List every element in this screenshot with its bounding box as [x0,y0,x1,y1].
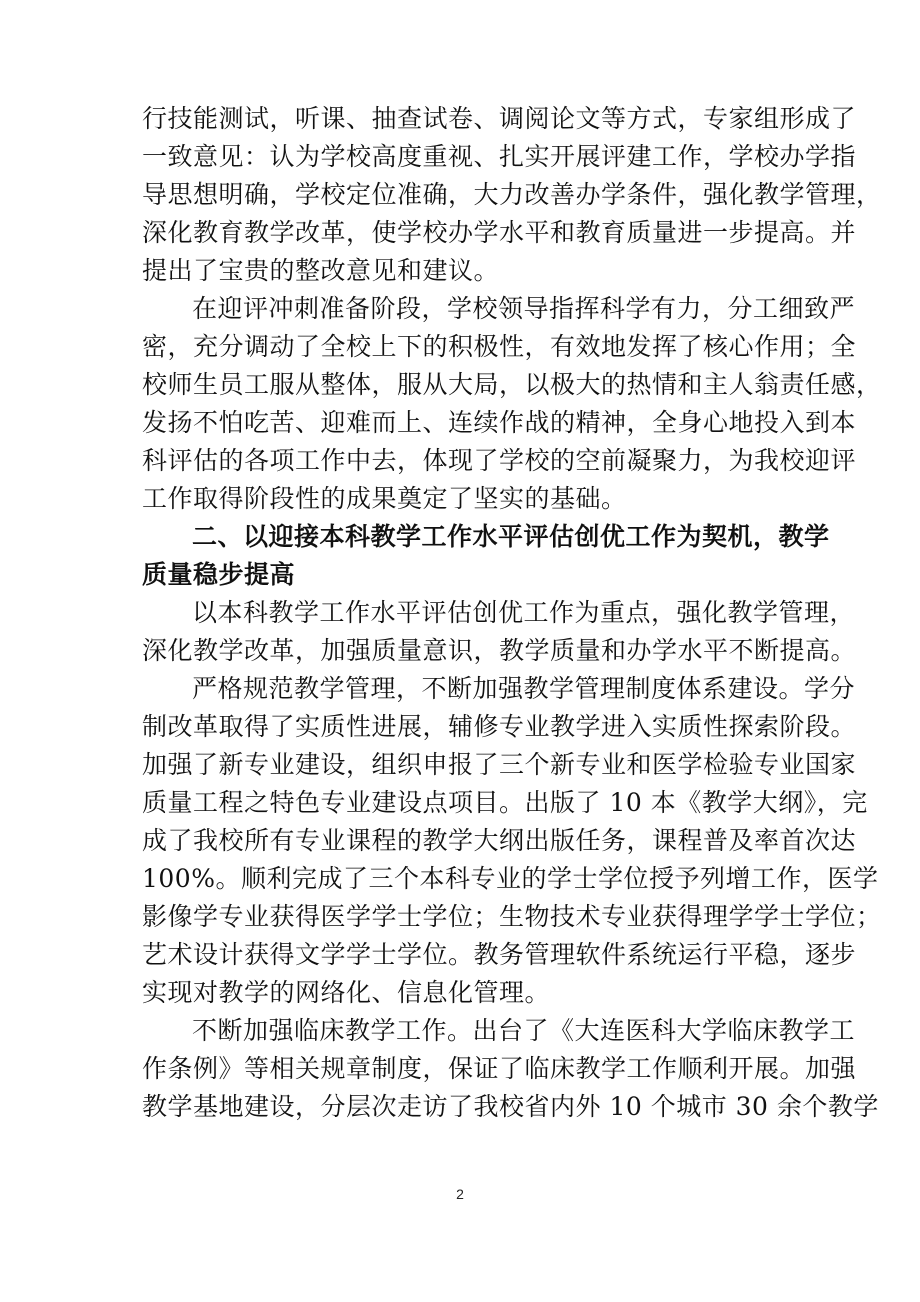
text-line: 成了我校所有专业课程的教学大纲出版任务，课程普及率首次达 [142,826,857,855]
text-line: 科评估的各项工作中去，体现了学校的空前凝聚力，为我校迎评 [142,446,857,475]
text-line: 教学基地建设，分层次走访了我校省内外 10 个城市 30 余个教学 [142,1092,879,1121]
text-line: 不断加强临床教学工作。出台了《大连医科大学临床教学工 [192,1016,856,1045]
text-line: 严格规范教学管理，不断加强教学管理制度体系建设。学分 [192,674,856,703]
text-line: 艺术设计获得文学学士学位。教务管理软件系统运行平稳，逐步 [142,940,857,969]
text-line: 深化教育教学改革，使学校办学水平和教育质量进一步提高。并 [142,218,857,247]
page-number: 2 [456,1186,464,1202]
text-line: 加强了新专业建设，组织申报了三个新专业和医学检验专业国家 [142,750,857,779]
text-line: 工作取得阶段性的成果奠定了坚实的基础。 [142,484,627,513]
text-line: 实现对教学的网络化、信息化管理。 [142,978,551,1007]
text-line: 校师生员工服从整体，服从大局，以极大的热情和主人翁责任感， [142,370,882,399]
text-line: 作条例》等相关规章制度，保证了临床教学工作顺利开展。加强 [142,1054,857,1083]
paragraph-2 [142,290,882,518]
paragraph-5 [142,1012,879,1126]
text-line: 密，充分调动了全校上下的积极性，有效地发挥了核心作用；全 [142,332,857,361]
text-line: 在迎评冲刺准备阶段，学校领导指挥科学有力，分工细致严 [192,294,856,323]
text-line: 以本科教学工作水平评估创优工作为重点，强化教学管理， [192,598,856,627]
text-line: 发扬不怕吃苦、迎难而上、连续作战的精神，全身心地投入到本 [142,408,857,437]
paragraph-4 [142,670,882,1012]
text-line: 一致意见：认为学校高度重视、扎实开展评建工作，学校办学指 [142,142,857,171]
text-line: 制改革取得了实质性进展，辅修专业教学进入实质性探索阶段。 [142,712,857,741]
section-heading [142,518,830,594]
text-line: 质量工程之特色专业建设点项目。出版了 10 本《教学大纲》，完 [142,788,868,817]
text-line: 100%。顺利完成了三个本科专业的学士学位授予列增工作，医学 [142,864,879,893]
heading-line: 质量稳步提高 [142,560,296,589]
paragraph-1 [142,100,882,290]
text-line: 行技能测试，听课、抽查试卷、调阅论文等方式，专家组形成了 [142,104,857,133]
body-text [142,100,882,1126]
heading-line: 二、以迎接本科教学工作水平评估创优工作为契机，教学 [192,522,830,551]
paragraph-3 [142,594,857,670]
text-line: 影像学专业获得医学学士学位；生物技术专业获得理学学士学位； [142,902,882,931]
text-line: 导思想明确，学校定位准确，大力改善办学条件，强化教学管理， [142,180,882,209]
text-line: 提出了宝贵的整改意见和建议。 [142,256,500,285]
text-line: 深化教学改革，加强质量意识，教学质量和办学水平不断提高。 [142,636,857,665]
